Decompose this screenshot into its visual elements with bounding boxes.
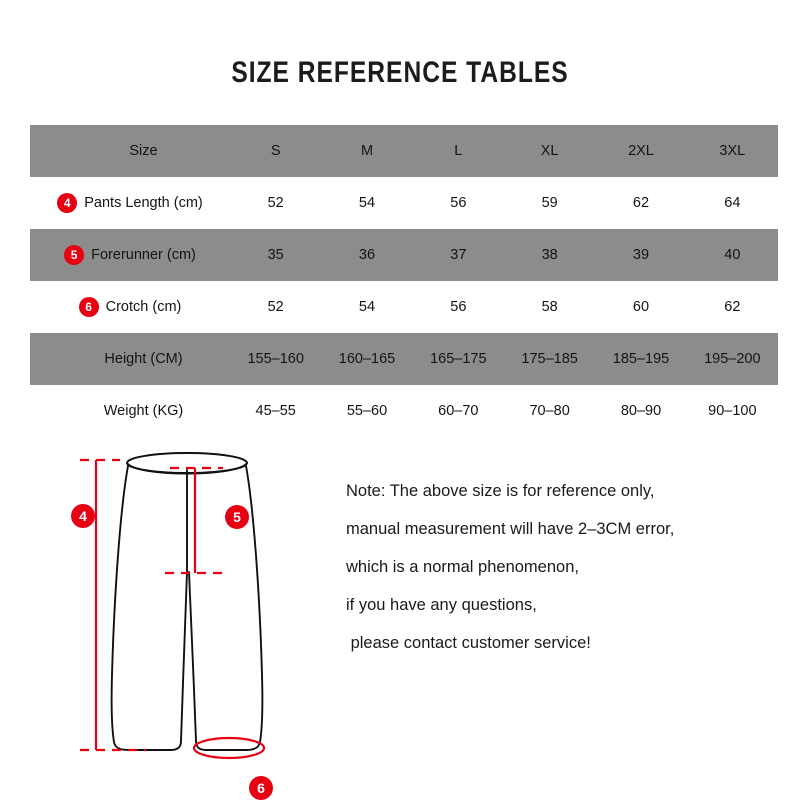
note-line: which is a normal phenomenon, xyxy=(346,558,579,576)
table-row xyxy=(30,229,778,281)
cell-value: 54 xyxy=(358,195,376,211)
cell-value: 39 xyxy=(632,247,650,263)
table-row xyxy=(30,333,778,385)
cell-value: 59 xyxy=(541,195,558,211)
cell-value: 70–80 xyxy=(529,403,570,419)
table-row xyxy=(30,177,778,229)
cell-value: 165–175 xyxy=(430,351,487,367)
cell-value: 56 xyxy=(450,299,467,315)
column-header-m: M xyxy=(360,143,374,159)
cell-value: 56 xyxy=(450,195,467,211)
cell-value: 155–160 xyxy=(247,351,304,367)
diagram-marker-6-label: 6 xyxy=(257,780,265,796)
row-label-height xyxy=(30,333,230,385)
pants-measurement-diagram xyxy=(40,440,340,800)
table-header-row xyxy=(30,125,778,177)
cell-value: 90–100 xyxy=(708,403,757,419)
row-label-forerunner xyxy=(30,229,230,281)
row-label-pants-length xyxy=(30,177,230,229)
cuff-highlight-ellipse xyxy=(194,738,264,758)
marker-badge-6: 6 xyxy=(79,297,99,317)
column-header-2xl: 2XL xyxy=(628,143,654,159)
cell-value: 37 xyxy=(450,247,467,263)
table-row xyxy=(30,281,778,333)
table-row xyxy=(30,385,778,437)
pants-outline-icon xyxy=(112,453,263,750)
size-reference-table xyxy=(30,125,778,437)
page-title: SIZE REFERENCE TABLES xyxy=(231,56,569,89)
cell-value: 52 xyxy=(267,195,284,211)
row-label-text: Forerunner (cm) xyxy=(91,247,196,263)
cell-value: 175–185 xyxy=(521,351,578,367)
row-label-text: Weight (KG) xyxy=(103,403,184,419)
cell-value: 52 xyxy=(267,299,284,315)
cell-value: 80–90 xyxy=(620,403,662,419)
measurement-guides xyxy=(80,460,225,750)
row-label-text: Pants Length (cm) xyxy=(84,195,203,211)
cell-value: 60–70 xyxy=(438,403,479,419)
cell-value: 160–165 xyxy=(338,351,396,367)
note-block xyxy=(346,472,766,662)
note-line: Note: The above size is for reference only, xyxy=(346,482,655,500)
cell-value: 38 xyxy=(541,247,558,263)
column-header-l: L xyxy=(454,143,463,159)
row-label-weight xyxy=(30,385,230,437)
cell-value: 58 xyxy=(541,299,558,315)
diagram-marker-5 xyxy=(225,505,249,529)
column-header-3xl: 3XL xyxy=(719,143,746,159)
cell-value: 40 xyxy=(724,247,741,263)
diagram-marker-6 xyxy=(249,776,273,800)
cell-value: 62 xyxy=(632,195,650,211)
note-line: manual measurement will have 2–3CM error, xyxy=(346,520,675,538)
cell-value: 35 xyxy=(267,247,284,263)
diagram-marker-4 xyxy=(71,504,95,528)
cell-value: 195–200 xyxy=(704,351,761,367)
column-header-size xyxy=(30,125,230,177)
row-label-text: Crotch (cm) xyxy=(105,299,182,315)
cell-value: 45–55 xyxy=(255,403,296,419)
column-header-xl: XL xyxy=(540,143,559,159)
row-label-text: Height (CM) xyxy=(104,351,183,367)
marker-badge-4: 4 xyxy=(57,193,77,213)
cell-value: 55–60 xyxy=(346,403,388,419)
cell-value: 64 xyxy=(724,195,741,211)
cell-value: 185–195 xyxy=(612,351,670,367)
row-label-crotch xyxy=(30,281,230,333)
marker-badge-5: 5 xyxy=(64,245,84,265)
column-header-label: Size xyxy=(129,143,158,159)
note-line: please contact customer service! xyxy=(346,634,591,652)
cell-value: 54 xyxy=(358,299,376,315)
diagram-marker-4-label: 4 xyxy=(79,508,87,524)
cell-value: 60 xyxy=(632,299,650,315)
diagram-marker-5-label: 5 xyxy=(233,509,241,525)
cell-value: 62 xyxy=(724,299,741,315)
note-line: if you have any questions, xyxy=(346,596,537,614)
cell-value: 36 xyxy=(358,247,376,263)
column-header-s: S xyxy=(270,143,281,159)
